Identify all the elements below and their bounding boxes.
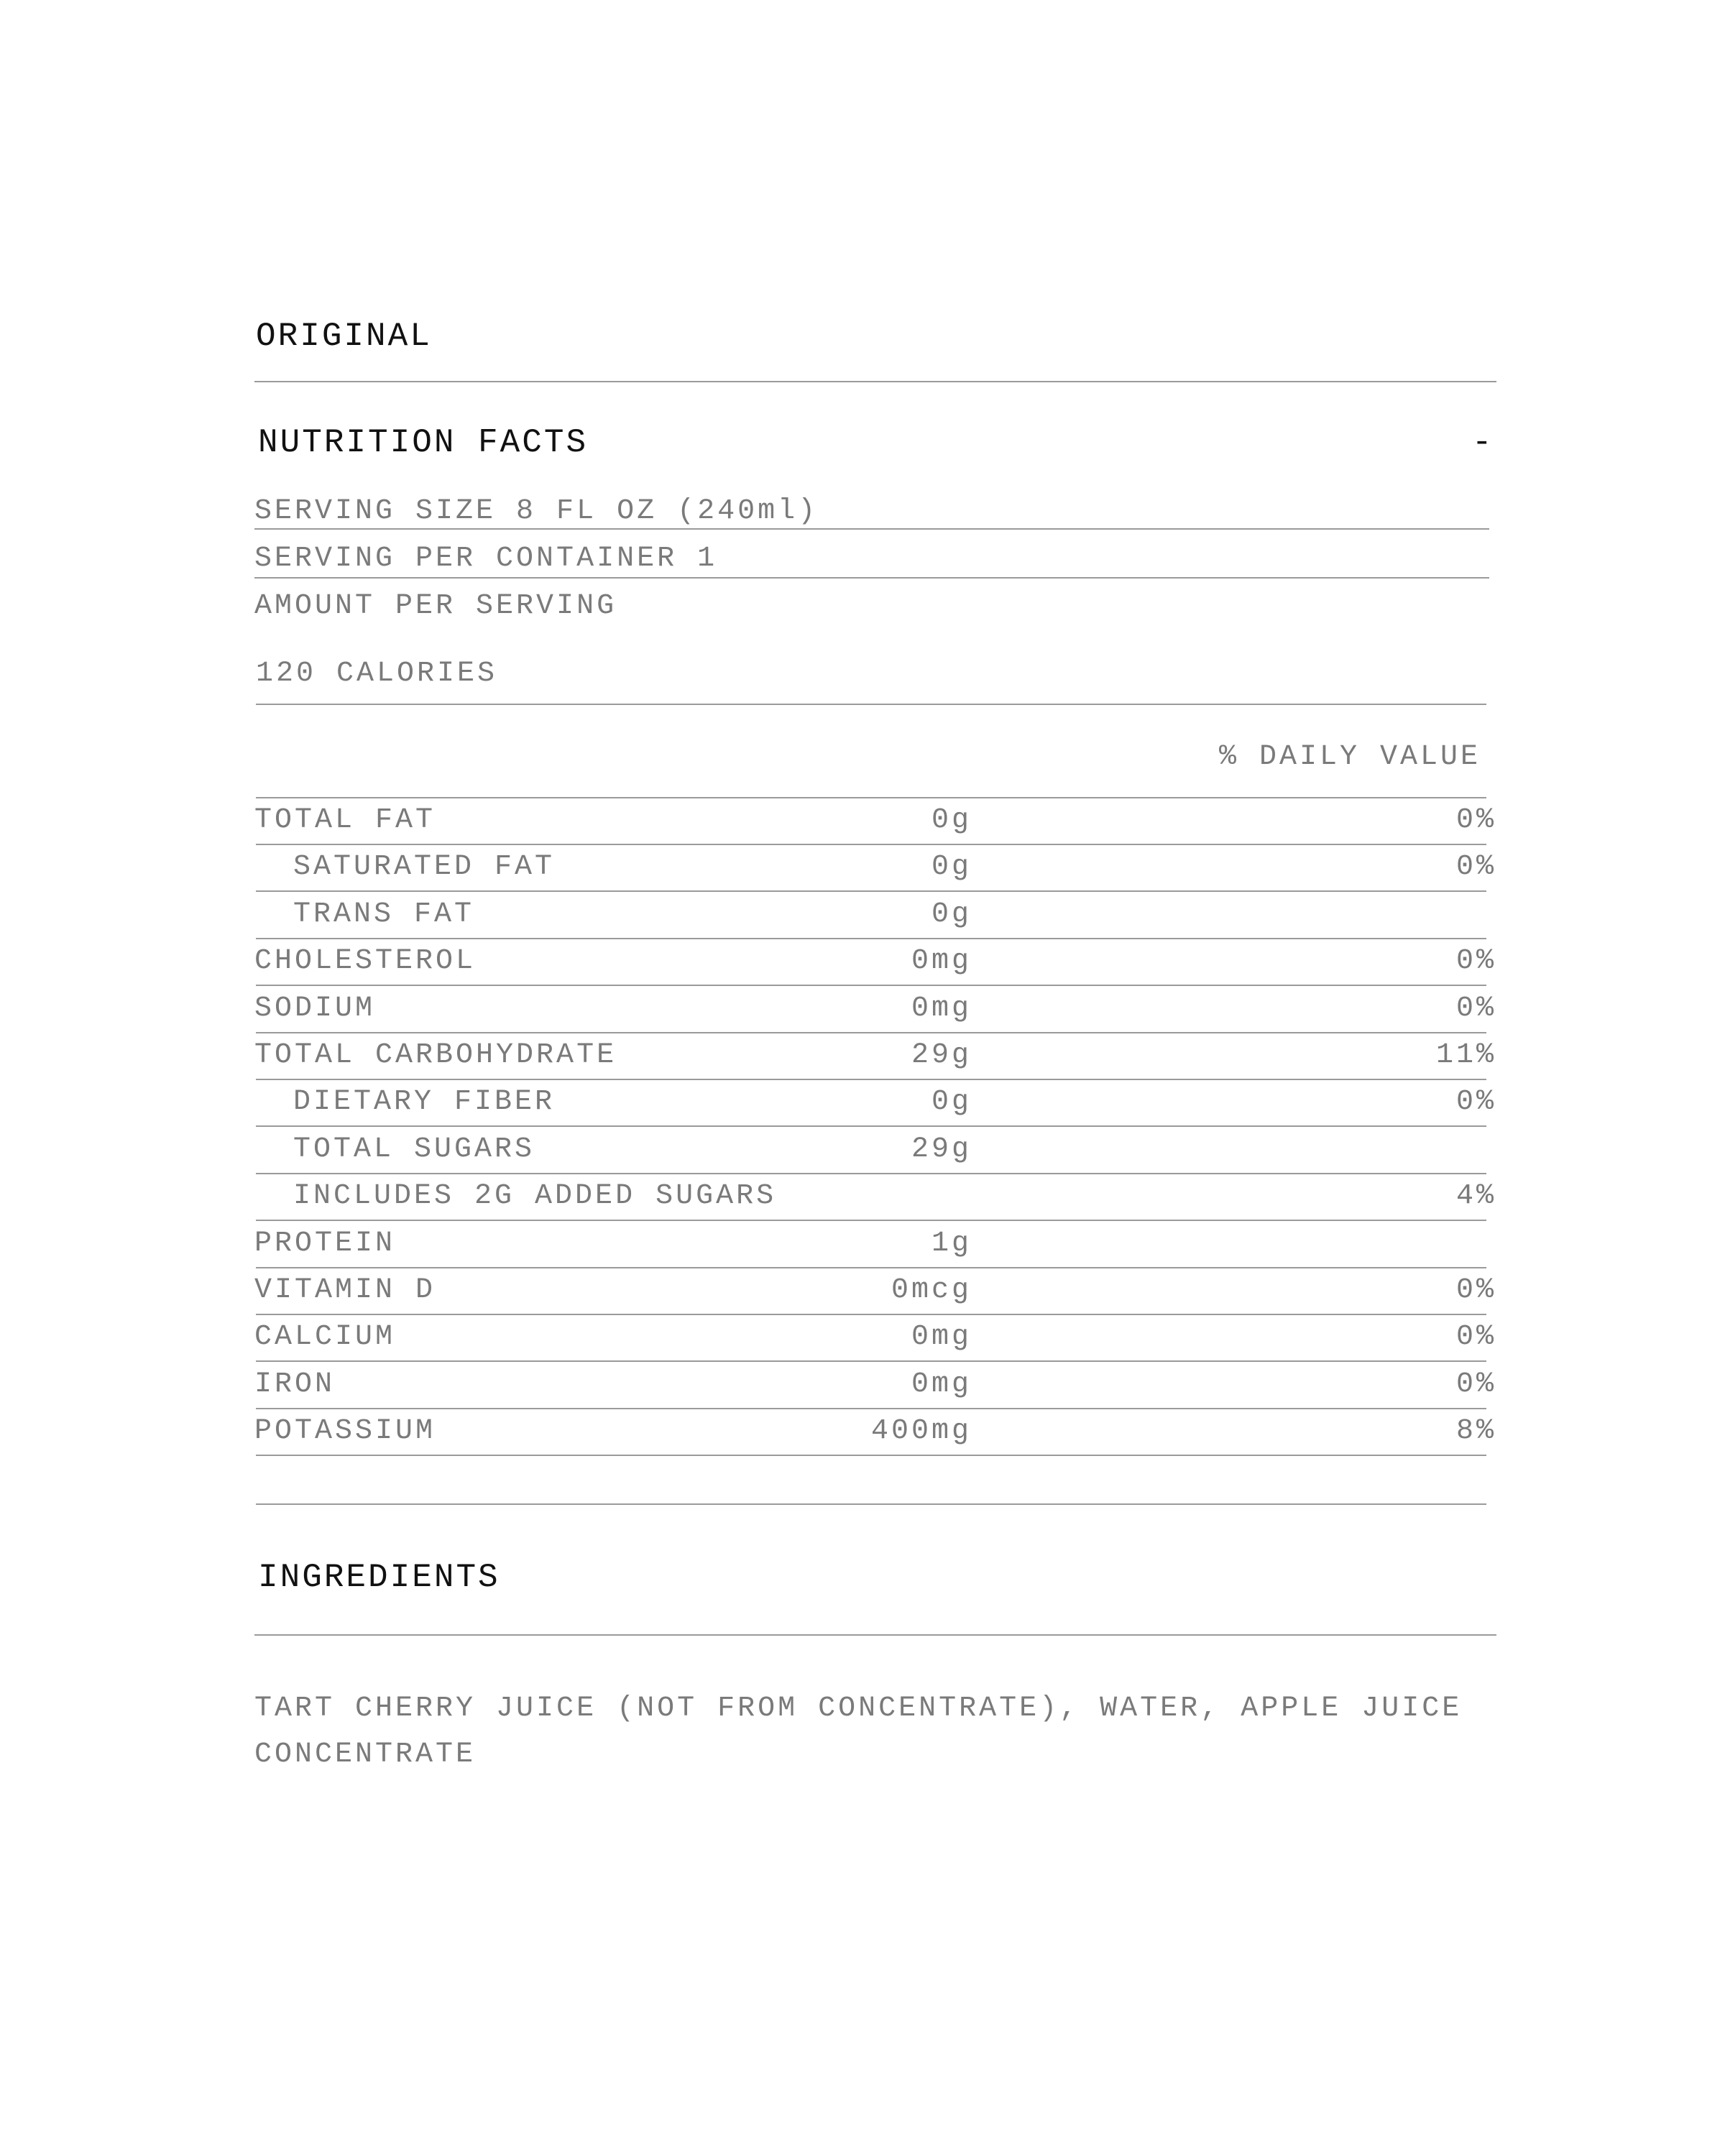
- nutrient-label: TRANS FAT: [293, 898, 475, 931]
- nutrient-label: SODIUM: [254, 992, 376, 1025]
- nutrient-daily-value: 0%: [1455, 1368, 1496, 1401]
- divider: [256, 797, 1486, 798]
- nutrient-label: POTASSIUM: [254, 1415, 436, 1447]
- ingredients-text: TART CHERRY JUICE (NOT FROM CONCENTRATE), WATER, APPLE JUICE CONCENTRATE: [254, 1692, 1463, 1771]
- nutrient-daily-value: 11%: [1435, 1039, 1496, 1072]
- nutrient-label: IRON: [254, 1368, 336, 1401]
- nutrient-amount: 400mg: [870, 1415, 972, 1447]
- nutrient-amount: 0g: [931, 898, 972, 931]
- nutrient-label: CHOLESTEROL: [254, 945, 477, 977]
- nutrient-label: DIETARY FIBER: [293, 1086, 556, 1118]
- nutrient-amount: 1g: [931, 1227, 972, 1260]
- row-divider: [256, 1408, 1486, 1409]
- row-divider: [256, 1032, 1486, 1033]
- nutrient-amount: 0g: [931, 804, 972, 837]
- nutrient-daily-value: 0%: [1455, 992, 1496, 1025]
- nutrient-amount: 29g: [911, 1133, 972, 1166]
- servings-per-container: SERVING PER CONTAINER 1: [254, 543, 718, 575]
- nutrient-label: TOTAL SUGARS: [293, 1133, 535, 1166]
- nutrient-daily-value: 0%: [1455, 804, 1496, 837]
- row-divider: [256, 1360, 1486, 1362]
- row-divider: [256, 938, 1486, 939]
- nutrient-daily-value: 8%: [1455, 1415, 1496, 1447]
- nutrient-amount: 29g: [911, 1039, 972, 1072]
- amount-per-serving: AMOUNT PER SERVING: [254, 590, 617, 622]
- row-divider: [256, 1079, 1486, 1080]
- row-divider: [256, 1267, 1486, 1268]
- row-divider: [256, 1220, 1486, 1221]
- nutrient-daily-value: 0%: [1455, 851, 1496, 883]
- row-divider: [256, 1314, 1486, 1315]
- nutrient-daily-value: 0%: [1455, 1321, 1496, 1353]
- nutrient-amount: 0mcg: [891, 1274, 972, 1307]
- daily-value-header: % DAILY VALUE: [1218, 741, 1481, 773]
- collapse-toggle-button[interactable]: -: [1472, 424, 1492, 461]
- divider: [256, 704, 1486, 705]
- row-divider: [256, 985, 1486, 986]
- ingredients-title[interactable]: INGREDIENTS: [258, 1559, 500, 1596]
- nutrient-amount: 0mg: [911, 992, 972, 1025]
- divider: [254, 1634, 1496, 1636]
- row-divider: [256, 890, 1486, 892]
- serving-size: SERVING SIZE 8 FL OZ (240ml): [254, 495, 819, 528]
- nutrient-daily-value: 0%: [1455, 1274, 1496, 1307]
- nutrition-facts-title[interactable]: NUTRITION FACTS: [258, 424, 589, 461]
- nutrient-daily-value: 0%: [1455, 945, 1496, 977]
- nutrient-label: PROTEIN: [254, 1227, 396, 1260]
- nutrient-label: TOTAL CARBOHYDRATE: [254, 1039, 617, 1072]
- nutrient-daily-value: 4%: [1455, 1180, 1496, 1212]
- nutrient-amount: 0mg: [911, 945, 972, 977]
- row-divider: [256, 1125, 1486, 1127]
- row-divider: [256, 844, 1486, 845]
- nutrient-label: TOTAL FAT: [254, 804, 436, 837]
- nutrient-label: VITAMIN D: [254, 1274, 436, 1307]
- calories: 120 CALORIES: [256, 658, 498, 690]
- product-name: ORIGINAL: [256, 318, 432, 355]
- nutrient-amount: 0mg: [911, 1368, 972, 1401]
- divider: [254, 577, 1489, 579]
- nutrient-amount: 0mg: [911, 1321, 972, 1353]
- divider: [254, 528, 1489, 530]
- nutrient-label: CALCIUM: [254, 1321, 396, 1353]
- nutrient-amount: 0g: [931, 1086, 972, 1118]
- nutrient-daily-value: 0%: [1455, 1086, 1496, 1118]
- nutrient-amount: 0g: [931, 851, 972, 883]
- nutrient-label: INCLUDES 2G ADDED SUGARS: [293, 1180, 777, 1212]
- divider: [256, 1503, 1486, 1505]
- row-divider: [256, 1455, 1486, 1456]
- divider: [254, 381, 1496, 382]
- row-divider: [256, 1173, 1486, 1174]
- nutrient-label: SATURATED FAT: [293, 851, 556, 883]
